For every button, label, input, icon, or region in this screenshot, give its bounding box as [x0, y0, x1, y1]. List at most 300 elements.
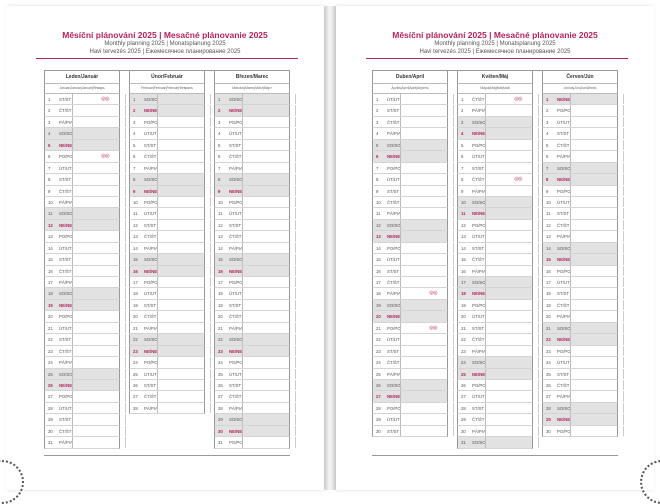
day-row[interactable]	[44, 140, 120, 151]
note-cell[interactable]	[242, 369, 289, 379]
note-cell[interactable]	[400, 105, 447, 115]
note-cell[interactable]	[72, 403, 119, 413]
day-row[interactable]	[542, 266, 618, 277]
day-row[interactable]	[44, 277, 120, 288]
day-row[interactable]	[129, 403, 205, 414]
note-cell[interactable]	[242, 426, 289, 436]
note-cell[interactable]	[72, 254, 119, 264]
note-cell[interactable]	[242, 174, 289, 184]
day-row[interactable]	[44, 254, 120, 265]
note-cell[interactable]	[570, 117, 617, 127]
day-row[interactable]	[542, 163, 618, 174]
day-row[interactable]	[457, 311, 533, 322]
day-row[interactable]	[372, 323, 448, 334]
day-row[interactable]	[372, 186, 448, 197]
day-row[interactable]	[542, 391, 618, 402]
day-row[interactable]	[129, 380, 205, 391]
note-cell[interactable]	[570, 334, 617, 344]
note-cell[interactable]	[400, 266, 447, 276]
day-row[interactable]	[44, 414, 120, 425]
day-row[interactable]	[372, 277, 448, 288]
note-cell[interactable]	[570, 414, 617, 424]
note-cell[interactable]	[485, 151, 532, 161]
note-cell[interactable]	[157, 254, 204, 264]
day-row[interactable]	[44, 128, 120, 139]
note-cell[interactable]	[400, 231, 447, 241]
day-row[interactable]	[372, 334, 448, 345]
day-row[interactable]	[372, 391, 448, 402]
day-row[interactable]	[44, 380, 120, 391]
day-row[interactable]	[44, 357, 120, 368]
day-row[interactable]	[372, 426, 448, 437]
day-row[interactable]	[372, 117, 448, 128]
note-cell[interactable]	[242, 346, 289, 356]
note-cell[interactable]	[485, 140, 532, 150]
note-cell[interactable]	[485, 357, 532, 367]
note-cell[interactable]	[157, 140, 204, 150]
note-cell[interactable]	[570, 323, 617, 333]
note-cell[interactable]	[157, 380, 204, 390]
note-cell[interactable]	[242, 105, 289, 115]
note-cell[interactable]	[400, 163, 447, 173]
day-row[interactable]	[44, 403, 120, 414]
day-row[interactable]	[542, 357, 618, 368]
day-row[interactable]	[542, 334, 618, 345]
note-cell[interactable]	[72, 197, 119, 207]
day-row[interactable]	[372, 346, 448, 357]
day-row[interactable]	[129, 220, 205, 231]
note-cell[interactable]	[570, 357, 617, 367]
day-row[interactable]	[129, 208, 205, 219]
note-cell[interactable]	[242, 311, 289, 321]
day-row[interactable]	[214, 128, 290, 139]
note-cell[interactable]	[157, 231, 204, 241]
day-row[interactable]	[214, 208, 290, 219]
day-row[interactable]	[542, 288, 618, 299]
note-cell[interactable]	[400, 254, 447, 264]
day-row[interactable]	[542, 369, 618, 380]
note-cell[interactable]	[242, 403, 289, 413]
note-cell[interactable]	[242, 208, 289, 218]
day-row[interactable]	[129, 117, 205, 128]
note-cell[interactable]	[242, 243, 289, 253]
note-cell[interactable]	[400, 197, 447, 207]
day-row[interactable]	[542, 311, 618, 322]
note-cell[interactable]	[485, 288, 532, 298]
day-row[interactable]	[457, 128, 533, 139]
note-cell[interactable]	[242, 334, 289, 344]
day-row[interactable]	[129, 163, 205, 174]
note-cell[interactable]	[72, 346, 119, 356]
note-cell[interactable]	[72, 94, 119, 104]
note-cell[interactable]	[570, 140, 617, 150]
note-cell[interactable]	[485, 346, 532, 356]
day-row[interactable]	[44, 94, 120, 105]
note-cell[interactable]	[72, 243, 119, 253]
note-cell[interactable]	[400, 380, 447, 390]
note-cell[interactable]	[72, 117, 119, 127]
note-cell[interactable]	[242, 391, 289, 401]
day-row[interactable]	[129, 94, 205, 105]
note-cell[interactable]	[72, 128, 119, 138]
note-cell[interactable]	[570, 163, 617, 173]
note-cell[interactable]	[485, 94, 532, 104]
note-cell[interactable]	[400, 369, 447, 379]
note-cell[interactable]	[400, 243, 447, 253]
day-row[interactable]	[129, 140, 205, 151]
day-row[interactable]	[214, 426, 290, 437]
day-row[interactable]	[372, 208, 448, 219]
day-row[interactable]	[44, 243, 120, 254]
day-row[interactable]	[372, 369, 448, 380]
note-cell[interactable]	[157, 357, 204, 367]
day-row[interactable]	[214, 231, 290, 242]
note-cell[interactable]	[400, 357, 447, 367]
day-row[interactable]	[214, 243, 290, 254]
day-row[interactable]	[44, 186, 120, 197]
note-cell[interactable]	[570, 105, 617, 115]
day-row[interactable]	[457, 357, 533, 368]
day-row[interactable]	[372, 94, 448, 105]
day-row[interactable]	[44, 288, 120, 299]
note-cell[interactable]	[485, 403, 532, 413]
note-cell[interactable]	[157, 186, 204, 196]
note-cell[interactable]	[72, 163, 119, 173]
day-row[interactable]	[372, 403, 448, 414]
note-cell[interactable]	[485, 197, 532, 207]
note-cell[interactable]	[485, 391, 532, 401]
day-row[interactable]	[44, 208, 120, 219]
note-cell[interactable]	[157, 323, 204, 333]
day-row[interactable]	[542, 186, 618, 197]
day-row[interactable]	[372, 300, 448, 311]
note-cell[interactable]	[242, 414, 289, 424]
day-row[interactable]	[129, 105, 205, 116]
note-cell[interactable]	[485, 105, 532, 115]
day-row[interactable]	[214, 334, 290, 345]
note-cell[interactable]	[400, 426, 447, 436]
day-row[interactable]	[372, 231, 448, 242]
day-row[interactable]	[44, 117, 120, 128]
day-row[interactable]	[457, 323, 533, 334]
note-cell[interactable]	[157, 288, 204, 298]
note-cell[interactable]	[485, 311, 532, 321]
day-row[interactable]	[457, 391, 533, 402]
day-row[interactable]	[214, 277, 290, 288]
day-row[interactable]	[542, 243, 618, 254]
note-cell[interactable]	[72, 288, 119, 298]
note-cell[interactable]	[72, 437, 119, 447]
note-cell[interactable]	[72, 391, 119, 401]
note-cell[interactable]	[485, 277, 532, 287]
day-row[interactable]	[44, 197, 120, 208]
note-cell[interactable]	[157, 151, 204, 161]
day-row[interactable]	[372, 105, 448, 116]
note-cell[interactable]	[72, 311, 119, 321]
day-row[interactable]	[372, 174, 448, 185]
day-row[interactable]	[457, 151, 533, 162]
note-cell[interactable]	[157, 105, 204, 115]
day-row[interactable]	[372, 243, 448, 254]
day-row[interactable]	[214, 174, 290, 185]
note-cell[interactable]	[570, 288, 617, 298]
note-cell[interactable]	[242, 323, 289, 333]
note-cell[interactable]	[400, 346, 447, 356]
day-row[interactable]	[129, 311, 205, 322]
day-row[interactable]	[457, 369, 533, 380]
day-row[interactable]	[214, 391, 290, 402]
day-row[interactable]	[372, 266, 448, 277]
note-cell[interactable]	[570, 151, 617, 161]
day-row[interactable]	[542, 220, 618, 231]
note-cell[interactable]	[242, 186, 289, 196]
day-row[interactable]	[44, 334, 120, 345]
day-row[interactable]	[214, 140, 290, 151]
note-cell[interactable]	[157, 277, 204, 287]
day-row[interactable]	[542, 426, 618, 437]
day-row[interactable]	[129, 391, 205, 402]
day-row[interactable]	[214, 380, 290, 391]
note-cell[interactable]	[400, 220, 447, 230]
day-row[interactable]	[214, 151, 290, 162]
note-cell[interactable]	[72, 174, 119, 184]
day-row[interactable]	[372, 380, 448, 391]
day-row[interactable]	[129, 300, 205, 311]
note-cell[interactable]	[157, 391, 204, 401]
day-row[interactable]	[457, 117, 533, 128]
note-cell[interactable]	[400, 151, 447, 161]
note-cell[interactable]	[242, 117, 289, 127]
note-cell[interactable]	[242, 128, 289, 138]
note-cell[interactable]	[242, 220, 289, 230]
note-cell[interactable]	[485, 437, 532, 447]
day-row[interactable]	[542, 105, 618, 116]
note-cell[interactable]	[242, 380, 289, 390]
day-row[interactable]	[372, 414, 448, 425]
note-cell[interactable]	[400, 186, 447, 196]
note-cell[interactable]	[157, 94, 204, 104]
note-cell[interactable]	[242, 266, 289, 276]
day-row[interactable]	[44, 151, 120, 162]
day-row[interactable]	[372, 197, 448, 208]
day-row[interactable]	[129, 277, 205, 288]
note-cell[interactable]	[72, 105, 119, 115]
note-cell[interactable]	[400, 334, 447, 344]
note-cell[interactable]	[570, 426, 617, 436]
day-row[interactable]	[44, 231, 120, 242]
day-row[interactable]	[542, 197, 618, 208]
day-row[interactable]	[214, 197, 290, 208]
note-cell[interactable]	[570, 300, 617, 310]
day-row[interactable]	[457, 300, 533, 311]
note-cell[interactable]	[485, 174, 532, 184]
day-row[interactable]	[542, 403, 618, 414]
day-row[interactable]	[542, 323, 618, 334]
day-row[interactable]	[129, 323, 205, 334]
note-cell[interactable]	[72, 369, 119, 379]
day-row[interactable]	[44, 220, 120, 231]
note-cell[interactable]	[485, 220, 532, 230]
note-cell[interactable]	[400, 277, 447, 287]
note-cell[interactable]	[242, 94, 289, 104]
day-row[interactable]	[214, 220, 290, 231]
note-cell[interactable]	[570, 346, 617, 356]
note-cell[interactable]	[157, 163, 204, 173]
day-row[interactable]	[129, 346, 205, 357]
note-cell[interactable]	[242, 277, 289, 287]
day-row[interactable]	[214, 346, 290, 357]
note-cell[interactable]	[400, 174, 447, 184]
day-row[interactable]	[542, 380, 618, 391]
day-row[interactable]	[542, 254, 618, 265]
day-row[interactable]	[129, 151, 205, 162]
day-row[interactable]	[44, 300, 120, 311]
day-row[interactable]	[457, 220, 533, 231]
day-row[interactable]	[214, 437, 290, 448]
day-row[interactable]	[214, 300, 290, 311]
day-row[interactable]	[457, 426, 533, 437]
note-cell[interactable]	[570, 243, 617, 253]
day-row[interactable]	[214, 186, 290, 197]
day-row[interactable]	[44, 369, 120, 380]
note-cell[interactable]	[570, 94, 617, 104]
day-row[interactable]	[44, 346, 120, 357]
note-cell[interactable]	[242, 231, 289, 241]
day-row[interactable]	[457, 163, 533, 174]
note-cell[interactable]	[400, 311, 447, 321]
note-cell[interactable]	[72, 277, 119, 287]
note-cell[interactable]	[242, 254, 289, 264]
note-cell[interactable]	[570, 197, 617, 207]
day-row[interactable]	[214, 311, 290, 322]
day-row[interactable]	[129, 174, 205, 185]
day-row[interactable]	[457, 243, 533, 254]
day-row[interactable]	[457, 174, 533, 185]
note-cell[interactable]	[242, 140, 289, 150]
day-row[interactable]	[457, 231, 533, 242]
note-cell[interactable]	[570, 277, 617, 287]
note-cell[interactable]	[157, 243, 204, 253]
day-row[interactable]	[457, 346, 533, 357]
note-cell[interactable]	[242, 197, 289, 207]
note-cell[interactable]	[157, 403, 204, 413]
note-cell[interactable]	[72, 140, 119, 150]
note-cell[interactable]	[485, 231, 532, 241]
day-row[interactable]	[542, 117, 618, 128]
day-row[interactable]	[44, 174, 120, 185]
note-cell[interactable]	[400, 414, 447, 424]
day-row[interactable]	[44, 426, 120, 437]
day-row[interactable]	[214, 163, 290, 174]
note-cell[interactable]	[570, 220, 617, 230]
day-row[interactable]	[129, 266, 205, 277]
day-row[interactable]	[44, 311, 120, 322]
day-row[interactable]	[542, 231, 618, 242]
note-cell[interactable]	[485, 426, 532, 436]
day-row[interactable]	[129, 197, 205, 208]
note-cell[interactable]	[400, 391, 447, 401]
day-row[interactable]	[214, 323, 290, 334]
note-cell[interactable]	[72, 323, 119, 333]
note-cell[interactable]	[157, 266, 204, 276]
day-row[interactable]	[214, 105, 290, 116]
note-cell[interactable]	[485, 300, 532, 310]
day-row[interactable]	[542, 174, 618, 185]
note-cell[interactable]	[400, 117, 447, 127]
day-row[interactable]	[214, 94, 290, 105]
note-cell[interactable]	[157, 346, 204, 356]
day-row[interactable]	[129, 231, 205, 242]
note-cell[interactable]	[242, 288, 289, 298]
note-cell[interactable]	[570, 231, 617, 241]
note-cell[interactable]	[242, 151, 289, 161]
note-cell[interactable]	[72, 151, 119, 161]
day-row[interactable]	[129, 357, 205, 368]
day-row[interactable]	[542, 140, 618, 151]
note-cell[interactable]	[157, 300, 204, 310]
day-row[interactable]	[542, 128, 618, 139]
note-cell[interactable]	[570, 174, 617, 184]
note-cell[interactable]	[400, 208, 447, 218]
day-row[interactable]	[372, 254, 448, 265]
day-row[interactable]	[457, 288, 533, 299]
day-row[interactable]	[542, 208, 618, 219]
note-cell[interactable]	[485, 243, 532, 253]
day-row[interactable]	[457, 254, 533, 265]
day-row[interactable]	[457, 186, 533, 197]
note-cell[interactable]	[570, 391, 617, 401]
day-row[interactable]	[457, 380, 533, 391]
note-cell[interactable]	[485, 414, 532, 424]
note-cell[interactable]	[157, 174, 204, 184]
day-row[interactable]	[372, 357, 448, 368]
day-row[interactable]	[457, 403, 533, 414]
note-cell[interactable]	[157, 369, 204, 379]
day-row[interactable]	[542, 300, 618, 311]
note-cell[interactable]	[157, 208, 204, 218]
note-cell[interactable]	[72, 231, 119, 241]
day-row[interactable]	[129, 128, 205, 139]
note-cell[interactable]	[485, 208, 532, 218]
note-cell[interactable]	[72, 186, 119, 196]
note-cell[interactable]	[72, 380, 119, 390]
day-row[interactable]	[44, 163, 120, 174]
note-cell[interactable]	[570, 254, 617, 264]
note-cell[interactable]	[570, 369, 617, 379]
note-cell[interactable]	[570, 208, 617, 218]
note-cell[interactable]	[485, 117, 532, 127]
note-cell[interactable]	[485, 323, 532, 333]
day-row[interactable]	[542, 151, 618, 162]
day-row[interactable]	[542, 94, 618, 105]
note-cell[interactable]	[72, 414, 119, 424]
note-cell[interactable]	[400, 94, 447, 104]
day-row[interactable]	[457, 437, 533, 448]
day-row[interactable]	[457, 197, 533, 208]
day-row[interactable]	[44, 105, 120, 116]
note-cell[interactable]	[400, 323, 447, 333]
day-row[interactable]	[542, 346, 618, 357]
note-cell[interactable]	[570, 403, 617, 413]
day-row[interactable]	[214, 414, 290, 425]
note-cell[interactable]	[400, 403, 447, 413]
note-cell[interactable]	[72, 357, 119, 367]
day-row[interactable]	[457, 266, 533, 277]
day-row[interactable]	[542, 414, 618, 425]
note-cell[interactable]	[485, 128, 532, 138]
day-row[interactable]	[129, 186, 205, 197]
day-row[interactable]	[214, 266, 290, 277]
